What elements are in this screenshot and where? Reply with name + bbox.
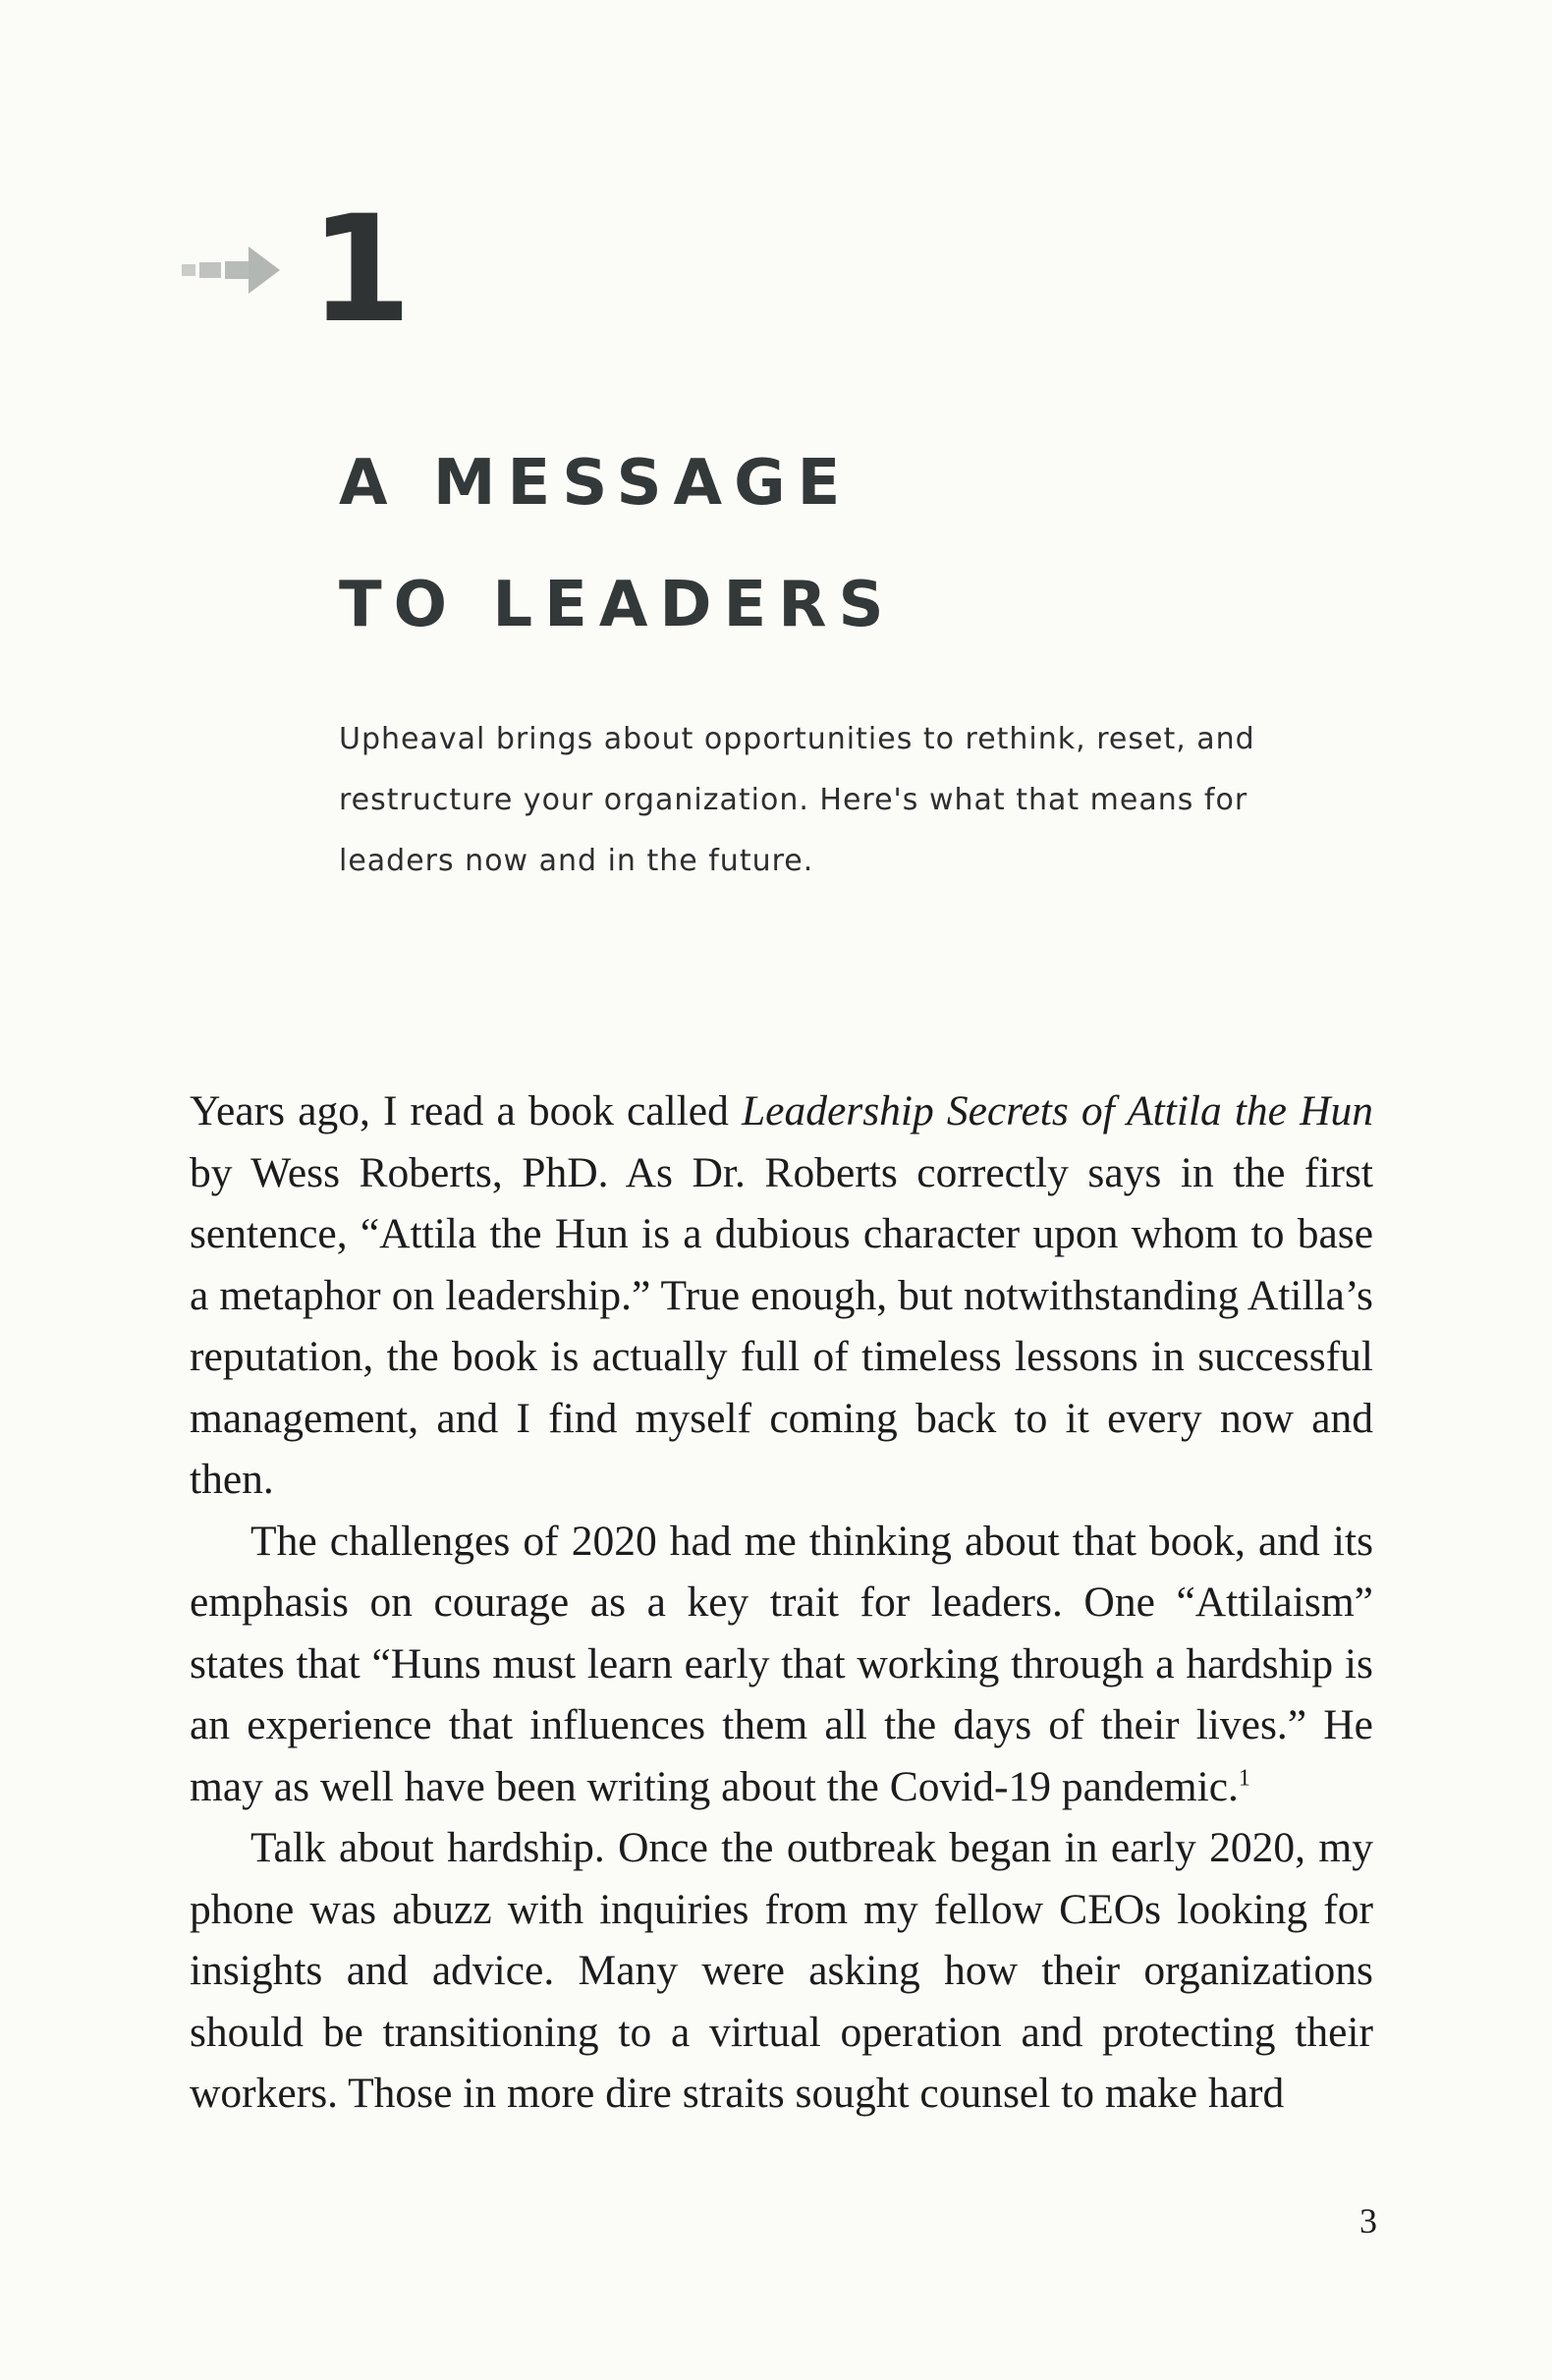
footnote-marker: 1 [1238, 1765, 1250, 1791]
chapter-subtitle: Upheaval brings about opportunities to rethink, reset, and restructure your organization. Here's what that means for leaders now and in the future. [339, 722, 1255, 878]
arrow-right-icon [182, 241, 290, 300]
chapter-title-line1: A MESSAGE [339, 447, 853, 520]
paragraph-2-text: The challenges of 2020 had me thinking about that book, and its emphasis on courage as a key trait for leaders. One “Attilaism” states that “Huns must learn early that working through a hardship is an experience that influences them all the days of their lives.” He may as well have been writing about the Covid-19 pandemic. [190, 1517, 1373, 1810]
chapter-number: 1 [309, 185, 413, 356]
chapter-marker [182, 185, 413, 356]
chapter-title [339, 422, 1321, 666]
paragraph-2 [190, 1511, 1373, 1818]
paragraph-1-lead: Years ago, I read a book called [190, 1087, 742, 1135]
body-text [190, 1080, 1373, 2125]
paragraph-3: Talk about hardship. Once the outbreak began in early 2020, my phone was abuzz with inquiries from my fellow CEOs looking for insights and advice. Many were asking how their organizations should be transitioning to a virtual operation and protecting their workers. Those in more dire straits sought counsel to make hard [190, 1824, 1373, 2117]
chapter-title-line2: TO LEADERS [339, 569, 896, 641]
page-number: 3 [1359, 2201, 1377, 2241]
paragraph-1-rest: by Wess Roberts, PhD. As Dr. Roberts correctly says in the first sentence, “Attila the Hun is a dubious character upon whom to base a metaphor on leadership.” True enough, but notwithstanding Atilla’s reputation, the book is actually full of timeless lessons in successful management, and I find myself coming back to it every now and then. [190, 1148, 1373, 1503]
paragraph-1 [190, 1080, 1373, 1511]
book-title: Leadership Secrets of Attila the Hun [741, 1087, 1373, 1135]
